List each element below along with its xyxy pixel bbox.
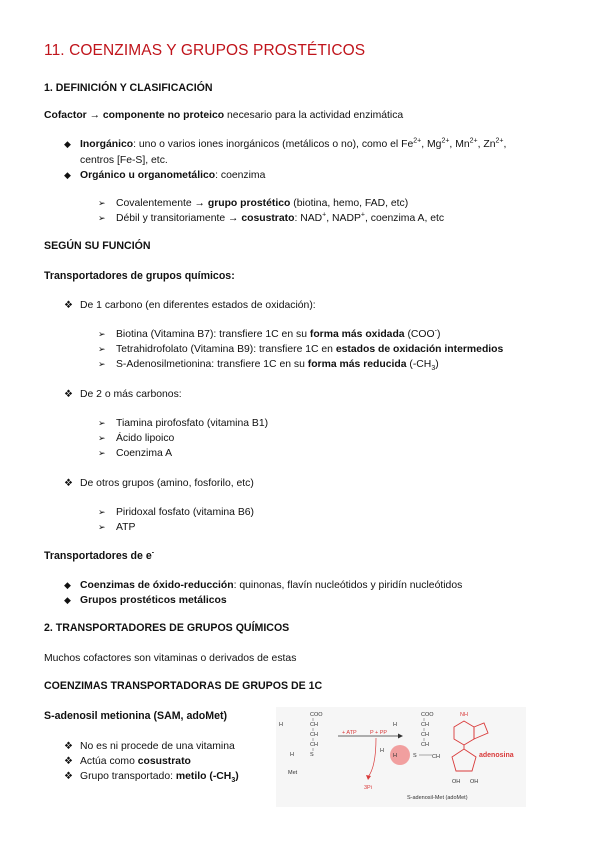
list-item-1-carbono [64, 298, 316, 313]
deb-text: Débil y transitoriamente → [116, 213, 242, 224]
c3-text: De otros grupos (amino, fosforilo, etc) [80, 478, 254, 489]
sam-ch2-label-1: CH [421, 732, 429, 738]
tripp-label: 3Pi [364, 785, 372, 791]
arrowhead-bullet-icon: ➢ [98, 344, 106, 354]
biotina-rest: (COO [404, 329, 435, 340]
clover-bullet-icon: ❖ [64, 771, 73, 782]
sam-text: S-Adenosilmetionina: transfiere 1C en su [116, 359, 308, 370]
arrowhead-bullet-icon: ➢ [98, 507, 106, 517]
biotina-sup: - [434, 327, 437, 335]
h3c-label: H [290, 752, 294, 758]
cofactor-term: Cofactor [44, 110, 87, 121]
clover-bullet-icon: ❖ [64, 478, 73, 489]
oh-label-2: OH [470, 779, 479, 785]
clover-bullet-icon: ❖ [64, 389, 73, 400]
sam-ch2-label-2: CH [421, 742, 429, 748]
cofactor-definition [44, 108, 403, 123]
sam-s-label: S [413, 753, 417, 759]
list-item [98, 505, 255, 520]
inorg-end: , [503, 139, 507, 150]
c3-item: Piridoxal fosfato (vitamina B6) [116, 507, 255, 518]
cov-rest: (biotina, hemo, FAD, etc) [290, 198, 409, 209]
list-item-sam-3 [64, 769, 239, 785]
inorg-sep1: , Mg [421, 139, 442, 150]
h3n-label: H [279, 722, 283, 728]
thf-bold: estados de oxidación intermedios [335, 344, 504, 355]
arrowhead-bullet-icon: ➢ [98, 448, 106, 458]
c1-text: De 1 carbono (en diferentes estados de oxidación): [80, 300, 316, 311]
ch-label: CH [310, 722, 318, 728]
arrowhead-bullet-icon: ➢ [98, 198, 106, 208]
sam-ch-label: CH [421, 722, 429, 728]
deb-sup2: + [360, 211, 365, 219]
inorg-sup2: 2+ [441, 137, 450, 145]
ch2-label-2: CH [310, 742, 318, 748]
sam-h3n-label: H [393, 722, 397, 728]
diamond-bullet-icon: ◆ [64, 595, 71, 605]
c3-item: ATP [116, 522, 136, 533]
list-item-covalente [98, 196, 409, 211]
subheading2-sup: - [151, 549, 155, 557]
arrowhead-bullet-icon: ➢ [98, 359, 106, 369]
section-heading-definicion: 1. DEFINICIÓN Y CLASIFICACIÓN [44, 82, 213, 94]
sam-rest: (-CH [406, 359, 432, 370]
deb-rest3: , coenzima A, etc [365, 213, 445, 224]
list-item-biotina [98, 327, 441, 342]
section-heading-funcion: SEGÚN SU FUNCIÓN [44, 240, 151, 252]
biotina-bold: forma más oxidada [309, 329, 405, 340]
product-label: S-adenosil-Met (adoMet) [407, 795, 468, 801]
c2-item: Ácido lipoico [116, 433, 175, 444]
inorg-sep3: , Zn [477, 139, 496, 150]
list-item [98, 431, 175, 446]
list-item-debil [98, 211, 445, 226]
c2-item: Coenzima A [116, 448, 173, 459]
subheading-grupos-quimicos: Transportadores de grupos químicos: [44, 270, 235, 282]
diamond-bullet-icon: ◆ [64, 580, 71, 590]
section-heading-transportadores: 2. TRANSPORTADORES DE GRUPOS QUÍMICOS [44, 622, 290, 634]
sam-h3c-label: H [393, 753, 397, 759]
inorg-bold: Inorgánico [80, 139, 134, 150]
clover-bullet-icon: ❖ [64, 741, 73, 752]
subheading-1c: COENZIMAS TRANSPORTADORAS DE GRUPOS DE 1C [44, 680, 323, 692]
inorg-sup4: 2+ [495, 137, 504, 145]
sam-coo-label: COO [421, 712, 434, 718]
arrowhead-bullet-icon: ➢ [98, 433, 106, 443]
sam-end: ) [435, 359, 439, 370]
inorg-line2: centros [Fe-S], etc. [80, 155, 168, 166]
cov-text: Covalentemente → [116, 198, 208, 209]
list-item-sam-1 [64, 739, 235, 754]
sam-item2-bold: cosustrato [137, 756, 191, 767]
s-label: S [310, 752, 314, 758]
redox-bold: Coenzimas de óxido-reducción [80, 580, 234, 591]
diamond-bullet-icon: ◆ [64, 170, 71, 180]
ch2-label-1: CH [310, 732, 318, 738]
clover-bullet-icon: ❖ [64, 300, 73, 311]
nh2-label: NH [460, 712, 468, 718]
list-item-metalicos [64, 593, 227, 608]
list-item [98, 416, 269, 431]
thf-text: Tetrahidrofolato (Vitamina B9): transfiere 1C en [116, 344, 336, 355]
list-item-2-carbonos [64, 387, 182, 402]
sam-sub: 3 [431, 365, 436, 373]
biotina-end: ) [436, 329, 441, 340]
subheading-transportadores-e [44, 550, 154, 562]
c2-text: De 2 o más carbonos: [80, 389, 182, 400]
list-item [98, 520, 136, 535]
met-label: Met [288, 770, 298, 776]
sam-bold: forma más reducida [307, 359, 407, 370]
clover-bullet-icon: ❖ [64, 756, 73, 767]
arrowhead-bullet-icon: ➢ [98, 329, 106, 339]
metal-bold: Grupos prostéticos metálicos [80, 595, 227, 606]
arrowhead-bullet-icon: ➢ [98, 418, 106, 428]
inorg-text: : uno o varios iones inorgánicos (metálicos o no), como el Fe [133, 139, 414, 150]
adenosina-label: adenosina [479, 752, 514, 759]
intro-text: Muchos cofactores son vitaminas o derivados de estas [44, 653, 297, 664]
biotina-text: Biotina (Vitamina B7): transfiere 1C en su [116, 329, 310, 340]
sam-heading: S-adenosil metionina (SAM, adoMet) [44, 710, 228, 722]
list-item [98, 446, 173, 461]
list-item-inorganico [64, 137, 507, 152]
sam-synthesis-figure [276, 707, 526, 807]
arrowhead-bullet-icon: ➢ [98, 213, 106, 223]
pi-label: P [370, 730, 374, 736]
arrowhead-bullet-icon: ➢ [98, 522, 106, 532]
list-item-organico [64, 168, 266, 183]
page-title: 11. COENZIMAS Y GRUPOS PROSTÉTICOS [44, 42, 366, 59]
deb-rest2: , NADP [326, 213, 361, 224]
subheading2-text: Transportadores de e [44, 550, 152, 562]
cofactor-rest: necesario para la actividad enzimática [224, 110, 404, 121]
sam-item3-sub: 3 [231, 777, 236, 785]
ppi-label: + PP [375, 730, 388, 736]
cov-bold: grupo prostético [207, 198, 291, 209]
sam-item3-text: Grupo transportado: [80, 771, 176, 782]
c2-item: Tiamina pirofosfato (vitamina B1) [116, 418, 269, 429]
inorg-sup1: 2+ [413, 137, 422, 145]
list-item-tetrahidrofolato [98, 342, 504, 357]
sam-item3-bold: metilo (-CH [175, 771, 232, 782]
arrow: → [86, 110, 103, 121]
deb-bold: cosustrato [241, 213, 295, 224]
sam-item3-end: ) [235, 771, 239, 782]
coo-label: COO [310, 712, 323, 718]
h3c-free-label: H [380, 748, 384, 754]
inorg-sep2: , Mn [449, 139, 470, 150]
org-bold: Orgánico u organometálico [80, 170, 216, 181]
deb-sup1: + [322, 211, 327, 219]
atp-label: + ATP [342, 730, 357, 736]
list-item-oxido-reduccion [64, 578, 463, 593]
org-text: : coenzima [215, 170, 266, 181]
list-item-sam [98, 357, 439, 373]
sam-item2-text: Actúa como [80, 756, 138, 767]
oh-label-1: OH [452, 779, 461, 785]
sam-item1: No es ni procede de una vitamina [80, 741, 235, 752]
inorg-sup3: 2+ [469, 137, 478, 145]
deb-rest1: : NAD [294, 213, 323, 224]
list-item-sam-2 [64, 754, 191, 769]
list-item-otros-grupos [64, 476, 254, 491]
cofactor-bold: componente no proteico [102, 110, 225, 121]
redox-text: : quinonas, flavín nucleótidos y piridín nucleótidos [233, 580, 463, 591]
ch2-ribose-label: CH [432, 754, 440, 760]
diamond-bullet-icon: ◆ [64, 139, 71, 149]
